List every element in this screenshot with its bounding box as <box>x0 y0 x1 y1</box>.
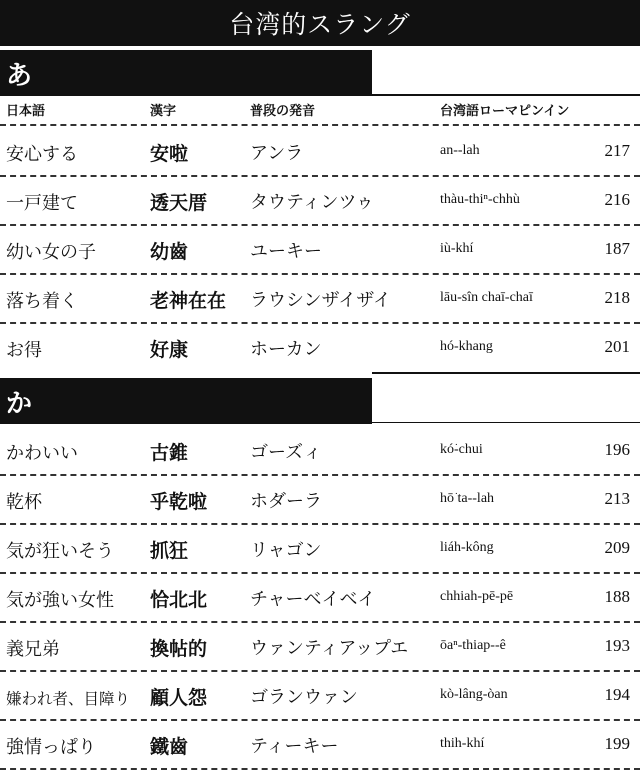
page-number: 187 <box>604 239 630 258</box>
table-row <box>0 176 640 224</box>
row-divider <box>0 768 640 770</box>
kanji-term: 安啦 <box>150 143 189 165</box>
kanji-term: 顧人怨 <box>150 687 208 709</box>
pronunciation-kana: ゴーズィ <box>250 442 322 463</box>
romanization: hó-khang <box>440 339 493 354</box>
pronunciation-kana: アンラ <box>250 143 304 164</box>
column-header-kanji: 漢字 <box>150 104 177 119</box>
section-header-a: あ <box>0 50 372 96</box>
romanization: kò-lâng-òan <box>440 687 508 702</box>
kanji-term: 乎乾啦 <box>150 491 208 513</box>
column-header-pronunciation: 普段の発音 <box>250 104 316 119</box>
japanese-term: 気が狂いそう <box>6 541 114 562</box>
romanization: an--lah <box>440 143 480 158</box>
page-number: 201 <box>604 337 630 356</box>
pronunciation-kana: ウァンティアップエ <box>250 638 409 659</box>
page-number: 194 <box>604 685 630 704</box>
pronunciation-kana: ラウシンザイザイ <box>250 290 392 311</box>
japanese-term: 義兄弟 <box>6 639 60 660</box>
japanese-term: 気が強い女性 <box>6 590 114 611</box>
japanese-term: かわいい <box>6 443 78 464</box>
table-row <box>0 127 640 175</box>
romanization: ōaⁿ-thiap--ê <box>440 638 506 653</box>
kanji-term: 好康 <box>150 339 189 361</box>
japanese-term: 安心する <box>6 144 78 165</box>
page-number: 199 <box>604 734 630 753</box>
section-rule <box>372 372 640 374</box>
kanji-term: 透天厝 <box>150 192 208 214</box>
table-row <box>0 225 640 273</box>
romanization: kó͘-chui <box>440 442 483 457</box>
column-header-japanese: 日本語 <box>6 104 46 119</box>
kanji-term: 古錐 <box>150 442 189 464</box>
table-row <box>0 671 640 719</box>
romanization: chhiah-pē-pē <box>440 589 514 604</box>
kanji-term: 抓狂 <box>150 540 189 562</box>
page-number: 209 <box>604 538 630 557</box>
column-header-row <box>0 96 640 122</box>
page-number: 193 <box>604 636 630 655</box>
kanji-term: 鐵齒 <box>150 736 189 758</box>
page-number: 213 <box>604 489 630 508</box>
table-row <box>0 720 640 768</box>
japanese-term: 強情っぱり <box>6 737 96 758</box>
pronunciation-kana: ティーキー <box>250 736 339 757</box>
japanese-term: お得 <box>6 340 42 361</box>
table-row <box>0 524 640 572</box>
section-header-ka: か <box>0 378 372 424</box>
romanization: liáh-kông <box>440 540 494 555</box>
kanji-term: 恰北北 <box>150 589 208 611</box>
kanji-term: 老神在在 <box>150 290 227 312</box>
kanji-term: 幼齒 <box>150 241 189 263</box>
pronunciation-kana: リャゴン <box>250 540 322 561</box>
pronunciation-kana: ホーカン <box>250 339 322 360</box>
page-number: 196 <box>604 440 630 459</box>
pronunciation-kana: タウティンツゥ <box>250 192 374 213</box>
pronunciation-kana: チャーベイベイ <box>250 589 376 610</box>
table-row <box>0 426 640 474</box>
japanese-term: 落ち着く <box>6 291 78 312</box>
page-number: 218 <box>604 288 630 307</box>
column-header-romanization: 台湾語ローマピンイン <box>440 104 570 119</box>
table-row <box>0 622 640 670</box>
table-row <box>0 573 640 621</box>
page-number: 217 <box>604 141 630 160</box>
table-row <box>0 475 640 523</box>
pronunciation-kana: ゴランウァン <box>250 687 358 708</box>
romanization: lāu-sîn chaī-chaī <box>440 290 533 305</box>
pronunciation-kana: ユーキー <box>250 241 322 262</box>
romanization: thàu-thiⁿ-chhù <box>440 192 520 207</box>
romanization: iù-khí <box>440 241 474 256</box>
table-row <box>0 274 640 322</box>
page-number: 216 <box>604 190 630 209</box>
pronunciation-kana: ホダーラ <box>250 491 322 512</box>
section-rule <box>372 422 640 423</box>
romanization: hō͘ ta--lah <box>440 491 495 506</box>
page-number: 188 <box>604 587 630 606</box>
table-row <box>0 323 640 371</box>
japanese-term: 嫌われ者、目障り <box>6 690 131 708</box>
row-divider <box>0 124 640 126</box>
japanese-term: 一戸建て <box>6 193 78 214</box>
japanese-term: 乾杯 <box>6 492 42 513</box>
romanization: thih-khí <box>440 736 485 751</box>
japanese-term: 幼い女の子 <box>6 242 96 263</box>
kanji-term: 換帖的 <box>150 638 208 660</box>
page-title: 台湾的スラング <box>0 0 640 46</box>
